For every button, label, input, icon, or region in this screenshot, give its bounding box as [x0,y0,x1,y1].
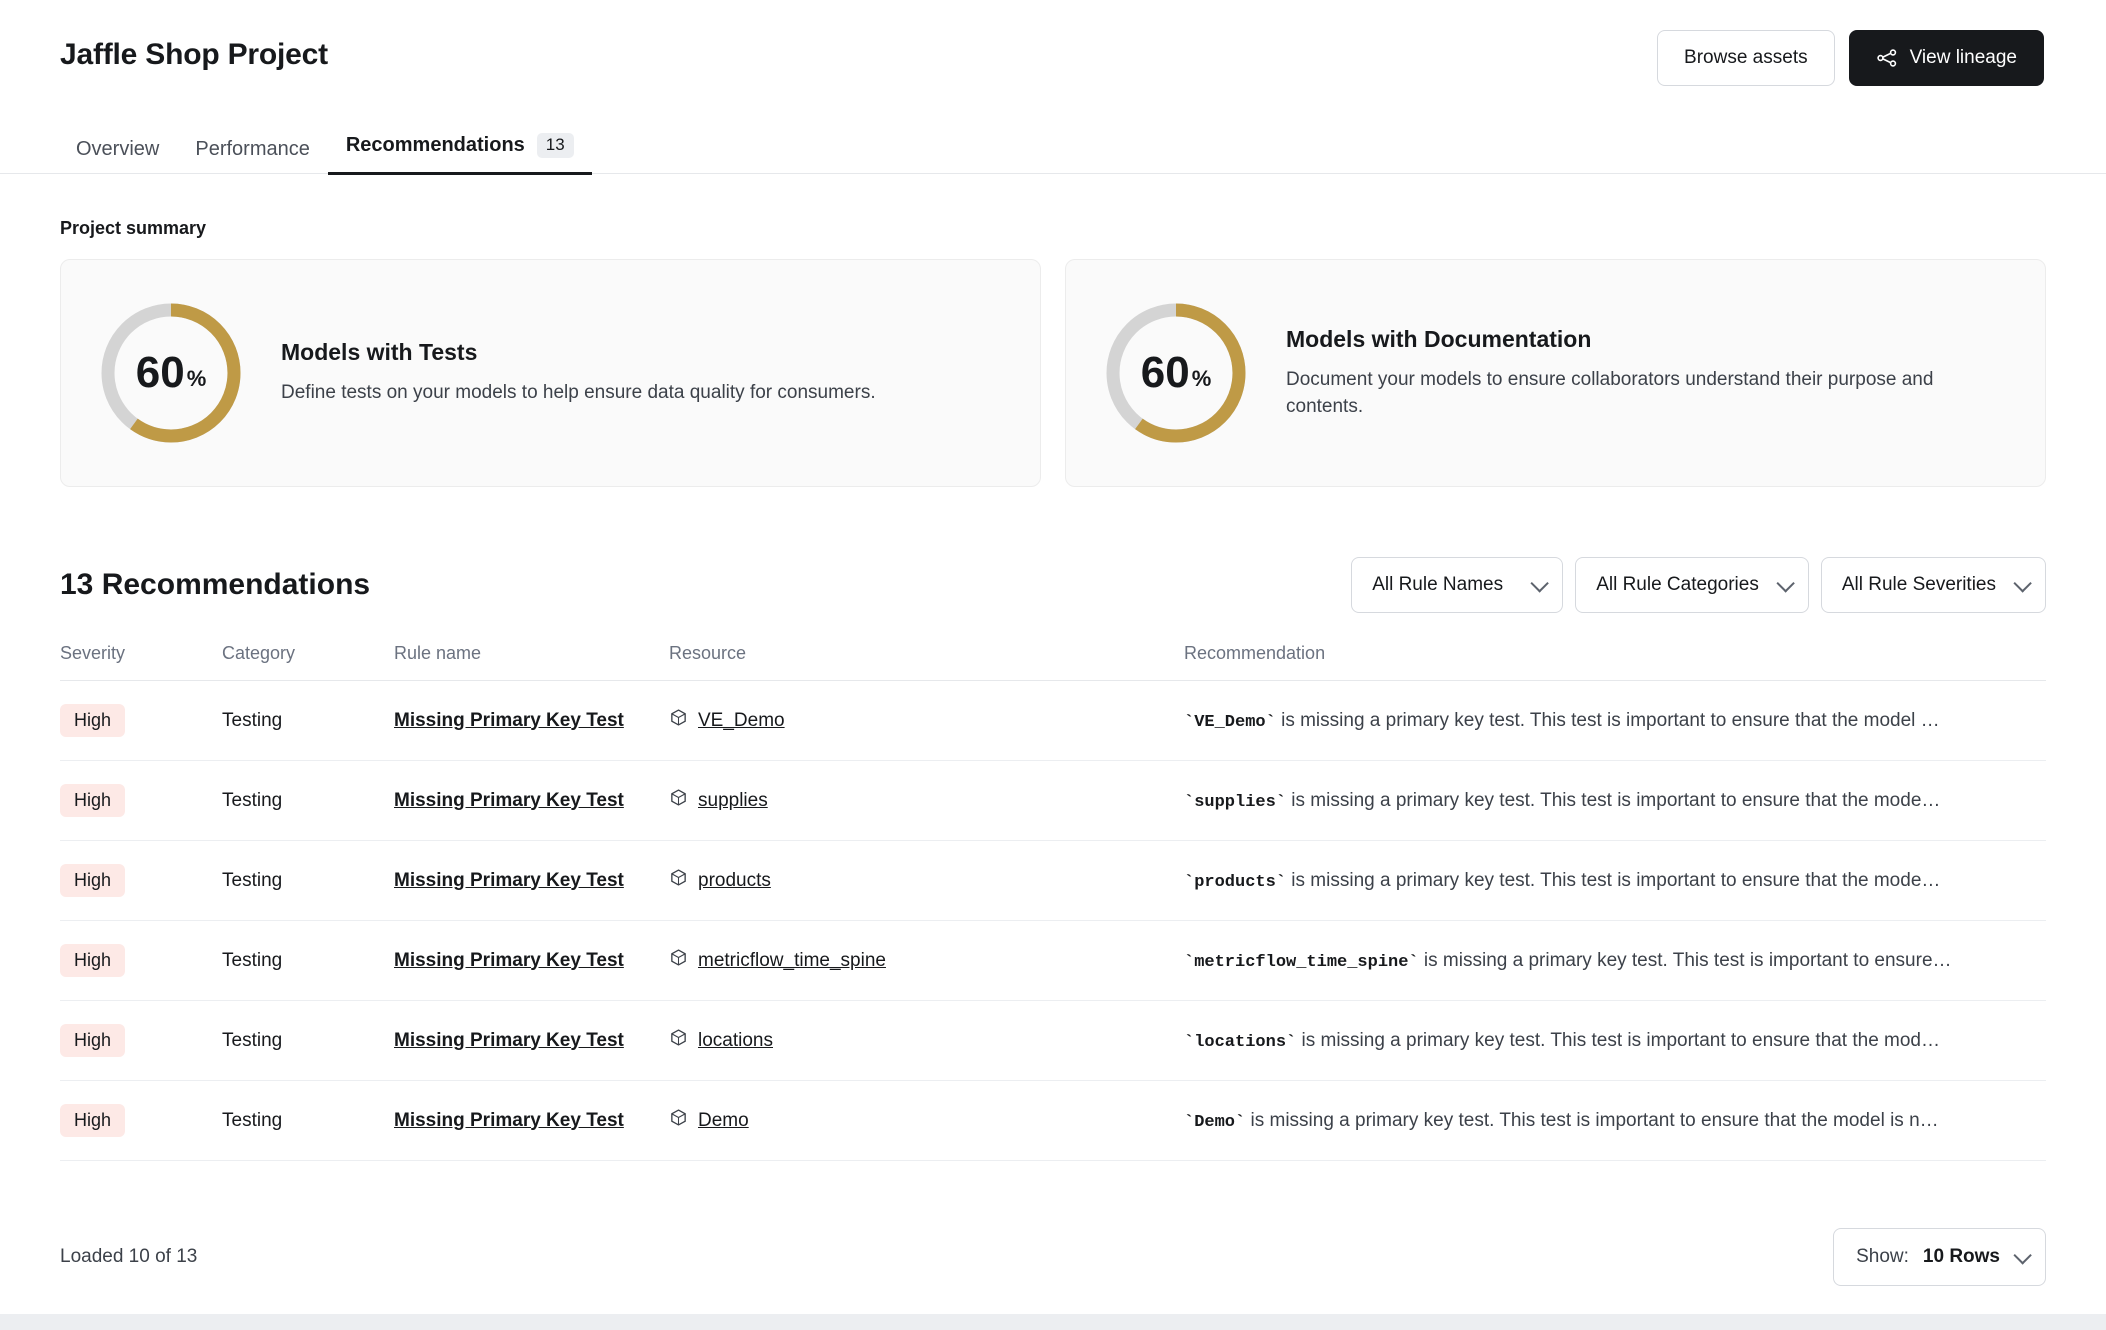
cell-rule-name [394,921,669,1001]
recommendation-text [1184,790,2044,812]
filter-rule-severities-label: All Rule Severities [1841,574,1996,595]
view-lineage-button[interactable] [1849,30,2044,86]
model-cube-icon [669,948,688,973]
docs-card-description: Document your models to ensure collaborators understand their purpose and contents. [1286,368,1934,417]
tests-card-title: Models with Tests [281,339,478,366]
cell-recommendation [1184,761,2046,841]
docs-donut-value-group [1100,297,1252,449]
recommendation-resource-code: `products` [1184,872,1287,892]
recommendation-text [1184,950,2044,972]
tests-donut-chart [95,297,247,449]
cell-recommendation [1184,921,2046,1001]
table-footer [0,1228,2106,1286]
tab-recommendations-count: 13 [537,133,574,158]
cell-rule-name [394,761,669,841]
column-header-severity: Severity [60,643,222,681]
rule-name-link[interactable]: Missing Primary Key Test [394,789,624,811]
resource-link[interactable]: metricflow_time_spine [698,949,886,971]
resource-cell [669,1028,1184,1053]
filter-group [1351,557,2046,613]
docs-donut-value: 60 [1140,348,1190,397]
cell-resource [669,841,1184,921]
cell-resource [669,921,1184,1001]
resource-cell [669,948,1184,973]
cell-severity [60,1001,222,1081]
browse-assets-button[interactable] [1657,30,1835,86]
tab-overview[interactable] [60,138,177,175]
chevron-down-icon [1531,574,1549,592]
resource-link[interactable]: Demo [698,1109,749,1131]
model-cube-icon [669,1028,688,1053]
cell-rule-name [394,681,669,761]
recommendation-text [1184,1030,2044,1052]
status-badge: High [60,1024,125,1057]
recommendation-text [1184,710,2044,732]
recommendation-resource-code: `locations` [1184,1032,1297,1052]
recommendation-body: is missing a primary key test. This test is important to ensure… [1418,949,1952,971]
cell-recommendation [1184,841,2046,921]
column-header-recommendation: Recommendation [1184,643,2046,681]
tests-donut-value-group [95,297,247,449]
cell-rule-name [394,1081,669,1161]
docs-card-title: Models with Documentation [1286,325,1592,352]
recommendation-text [1184,1110,2044,1132]
table-row[interactable] [60,681,2046,761]
chevron-down-icon [2013,574,2031,592]
resource-cell [669,788,1184,813]
cell-severity [60,1081,222,1161]
rows-per-page-label: Show: [1856,1246,1909,1267]
resource-link[interactable]: VE_Demo [698,709,785,731]
browse-assets-label: Browse assets [1684,47,1808,68]
page-header [0,0,2106,86]
table-body [60,681,2046,1161]
recommendations-table-wrapper [0,643,2106,1161]
rule-name-link[interactable]: Missing Primary Key Test [394,949,624,971]
table-header-row [60,643,2046,681]
model-cube-icon [669,708,688,733]
cell-severity [60,921,222,1001]
tests-card-description: Define tests on your models to help ensure data quality for consumers. [281,382,876,404]
tests-donut-unit: % [186,366,207,391]
table-row[interactable] [60,1081,2046,1161]
model-cube-icon [669,788,688,813]
filter-rule-categories-label: All Rule Categories [1596,574,1759,595]
tab-bar [0,126,2106,174]
table-row[interactable] [60,1001,2046,1081]
cell-category: Testing [222,681,394,761]
rows-per-page-value: 10 Rows [1922,1246,2000,1267]
table-row[interactable] [60,921,2046,1001]
docs-card-text [1286,326,2011,421]
header-actions [1657,30,2044,86]
recommendation-resource-code: `metricflow_time_spine` [1184,952,1419,972]
tab-overview-label: Overview [76,137,160,160]
rule-name-link[interactable]: Missing Primary Key Test [394,709,624,731]
cell-severity [60,761,222,841]
tests-donut-value: 60 [135,348,185,397]
cell-category: Testing [222,1081,394,1161]
resource-cell [669,708,1184,733]
card-models-with-documentation [1065,259,2046,487]
card-models-with-tests [60,259,1041,487]
loaded-count-text: Loaded 10 of 13 [60,1246,198,1267]
recommendation-resource-code: `Demo` [1184,1112,1246,1132]
project-summary-label: Project summary [60,218,207,238]
recommendation-body: is missing a primary key test. This test is important to ensure that the model is n… [1245,1109,1939,1131]
filter-rule-names-label: All Rule Names [1372,574,1504,595]
filter-rule-severities[interactable] [1821,557,2046,613]
tab-recommendations-label: Recommendations [345,133,525,156]
model-cube-icon [669,868,688,893]
bottom-scroll-bar[interactable] [0,1314,2106,1330]
page-title: Jaffle Shop Project [60,38,328,71]
resource-link[interactable]: products [698,869,771,891]
recommendations-count-title: 13 Recommendations [60,568,371,601]
rows-per-page-select[interactable] [1833,1228,2046,1286]
recommendation-body: is missing a primary key test. This test is important to ensure that the mode… [1286,789,1941,811]
cell-severity [60,841,222,921]
cell-category: Testing [222,1001,394,1081]
recommendations-header [0,557,2106,613]
cell-resource [669,1081,1184,1161]
cell-recommendation [1184,681,2046,761]
chevron-down-icon [1776,574,1794,592]
cell-category: Testing [222,841,394,921]
status-badge: High [60,864,125,897]
cell-recommendation [1184,1001,2046,1081]
cell-resource [669,761,1184,841]
cell-resource [669,1001,1184,1081]
table-header [60,643,2046,681]
cell-category: Testing [222,761,394,841]
status-badge: High [60,784,125,817]
tab-performance-label: Performance [195,137,310,160]
resource-link[interactable]: supplies [698,789,768,811]
status-badge: High [60,944,125,977]
recommendation-body: is missing a primary key test. This test is important to ensure that the mode… [1286,869,1941,891]
model-cube-icon [669,1108,688,1133]
status-badge: High [60,1104,125,1137]
cell-recommendation [1184,1081,2046,1161]
column-header-category: Category [222,643,394,681]
summary-cards [0,259,2106,487]
table-row[interactable] [60,761,2046,841]
rule-name-link[interactable]: Missing Primary Key Test [394,869,624,891]
filter-rule-categories[interactable] [1575,557,1809,613]
cell-resource [669,681,1184,761]
chevron-down-icon [2013,1246,2031,1264]
docs-donut-chart [1100,297,1252,449]
view-lineage-label: View lineage [1909,47,2017,68]
column-header-resource: Resource [669,643,1184,681]
recommendation-body: is missing a primary key test. This test is important to ensure that the mod… [1296,1029,1941,1051]
cell-severity [60,681,222,761]
filter-rule-names[interactable] [1351,557,1563,613]
tab-recommendations[interactable] [328,133,592,175]
resource-cell [669,1108,1184,1133]
recommendations-table [60,643,2046,1161]
resource-cell [669,868,1184,893]
recommendation-text [1184,870,2044,892]
docs-donut-unit: % [1191,366,1212,391]
recommendation-body: is missing a primary key test. This test is important to ensure that the model … [1275,709,1940,731]
rule-name-link[interactable]: Missing Primary Key Test [394,1109,624,1131]
lineage-icon [1876,47,1898,69]
recommendation-resource-code: `VE_Demo` [1184,712,1276,732]
cell-rule-name [394,841,669,921]
recommendation-resource-code: `supplies` [1184,792,1287,812]
table-row[interactable] [60,841,2046,921]
cell-category: Testing [222,921,394,1001]
tab-performance[interactable] [177,138,328,175]
rule-name-link[interactable]: Missing Primary Key Test [394,1029,624,1051]
status-badge: High [60,704,125,737]
cell-rule-name [394,1001,669,1081]
resource-link[interactable]: locations [698,1029,773,1051]
tests-card-text [281,339,1006,407]
column-header-rule-name: Rule name [394,643,669,681]
